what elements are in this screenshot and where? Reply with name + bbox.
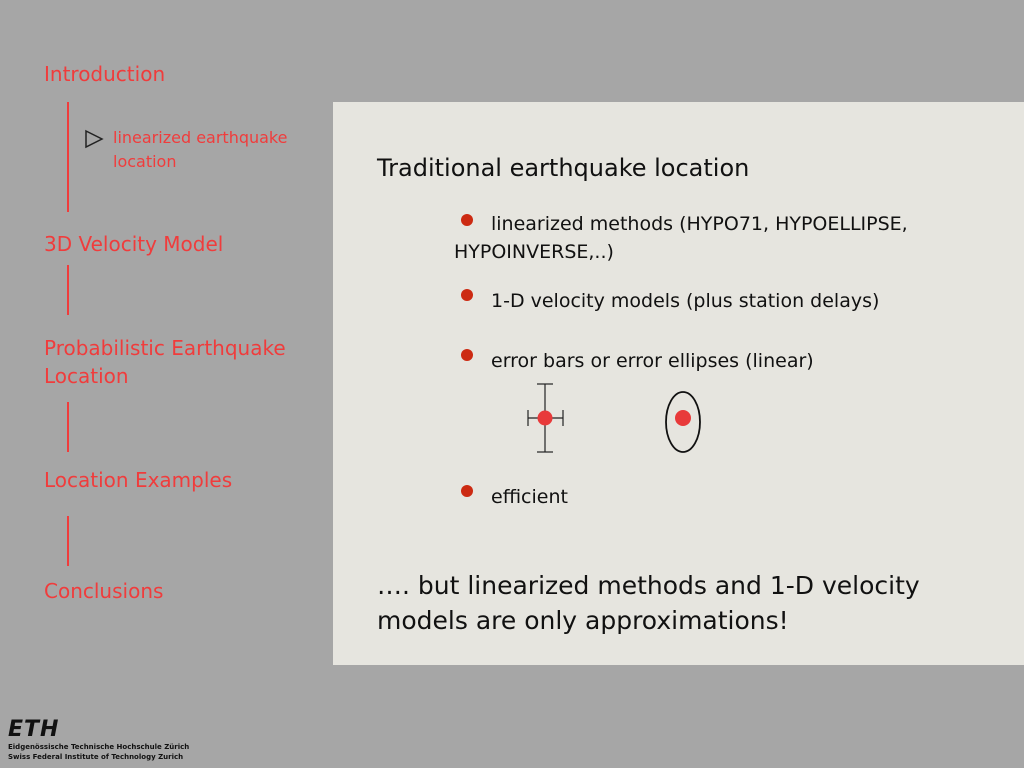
eth-logo-mark: ETH [8, 717, 60, 742]
nav-connector-line [67, 102, 69, 212]
slide-summary: …. but linearized methods and 1-D velocity models are only approximations! [377, 571, 920, 635]
section-navigation [0, 0, 330, 700]
nav-item-location-examples[interactable]: Location Examples [44, 468, 233, 492]
bullet-dot-icon [461, 485, 473, 497]
nav-subitem-linearized-location[interactable]: linearized earthquake location [113, 128, 288, 171]
bullet-1d-velocity-models: 1-D velocity models (plus station delays) [491, 290, 880, 312]
nav-item-label-line1: Probabilistic Earthquake [44, 336, 286, 360]
nav-item-conclusions[interactable]: Conclusions [44, 579, 164, 603]
nav-connector-line [67, 402, 69, 452]
bullet-efficient: efficient [491, 486, 568, 508]
nav-item-3d-velocity-model[interactable]: 3D Velocity Model [44, 232, 224, 256]
eth-logo-line2: Swiss Federal Institute of Technology Zurich [8, 753, 184, 761]
bullet-text-line2: HYPOINVERSE,..) [454, 241, 614, 263]
nav-item-probabilistic-location[interactable] [44, 334, 286, 390]
nav-connector-line [67, 265, 69, 315]
bullet-error-bars: error bars or error ellipses (linear) [491, 350, 814, 372]
bullet-dot-icon [461, 349, 473, 361]
bullet-text-line1: linearized methods (HYPO71, HYPOELLIPSE, [491, 213, 908, 235]
nav-item-introduction[interactable]: Introduction [44, 62, 166, 86]
bullet-linearized-methods [454, 210, 908, 266]
bullet-dot-icon [461, 289, 473, 301]
eth-logo [8, 718, 189, 762]
nav-connector-line [67, 516, 69, 566]
slide-heading: Traditional earthquake location [377, 154, 750, 182]
eth-logo-line1: Eidgenössische Technische Hochschule Zürich [8, 743, 190, 751]
triangle-marker-icon [84, 129, 104, 149]
nav-item-label-line2: Location [44, 364, 129, 388]
error-ellipse-diagram [663, 389, 703, 455]
slide-content-panel [333, 102, 1024, 665]
error-bar-diagram [523, 380, 573, 456]
